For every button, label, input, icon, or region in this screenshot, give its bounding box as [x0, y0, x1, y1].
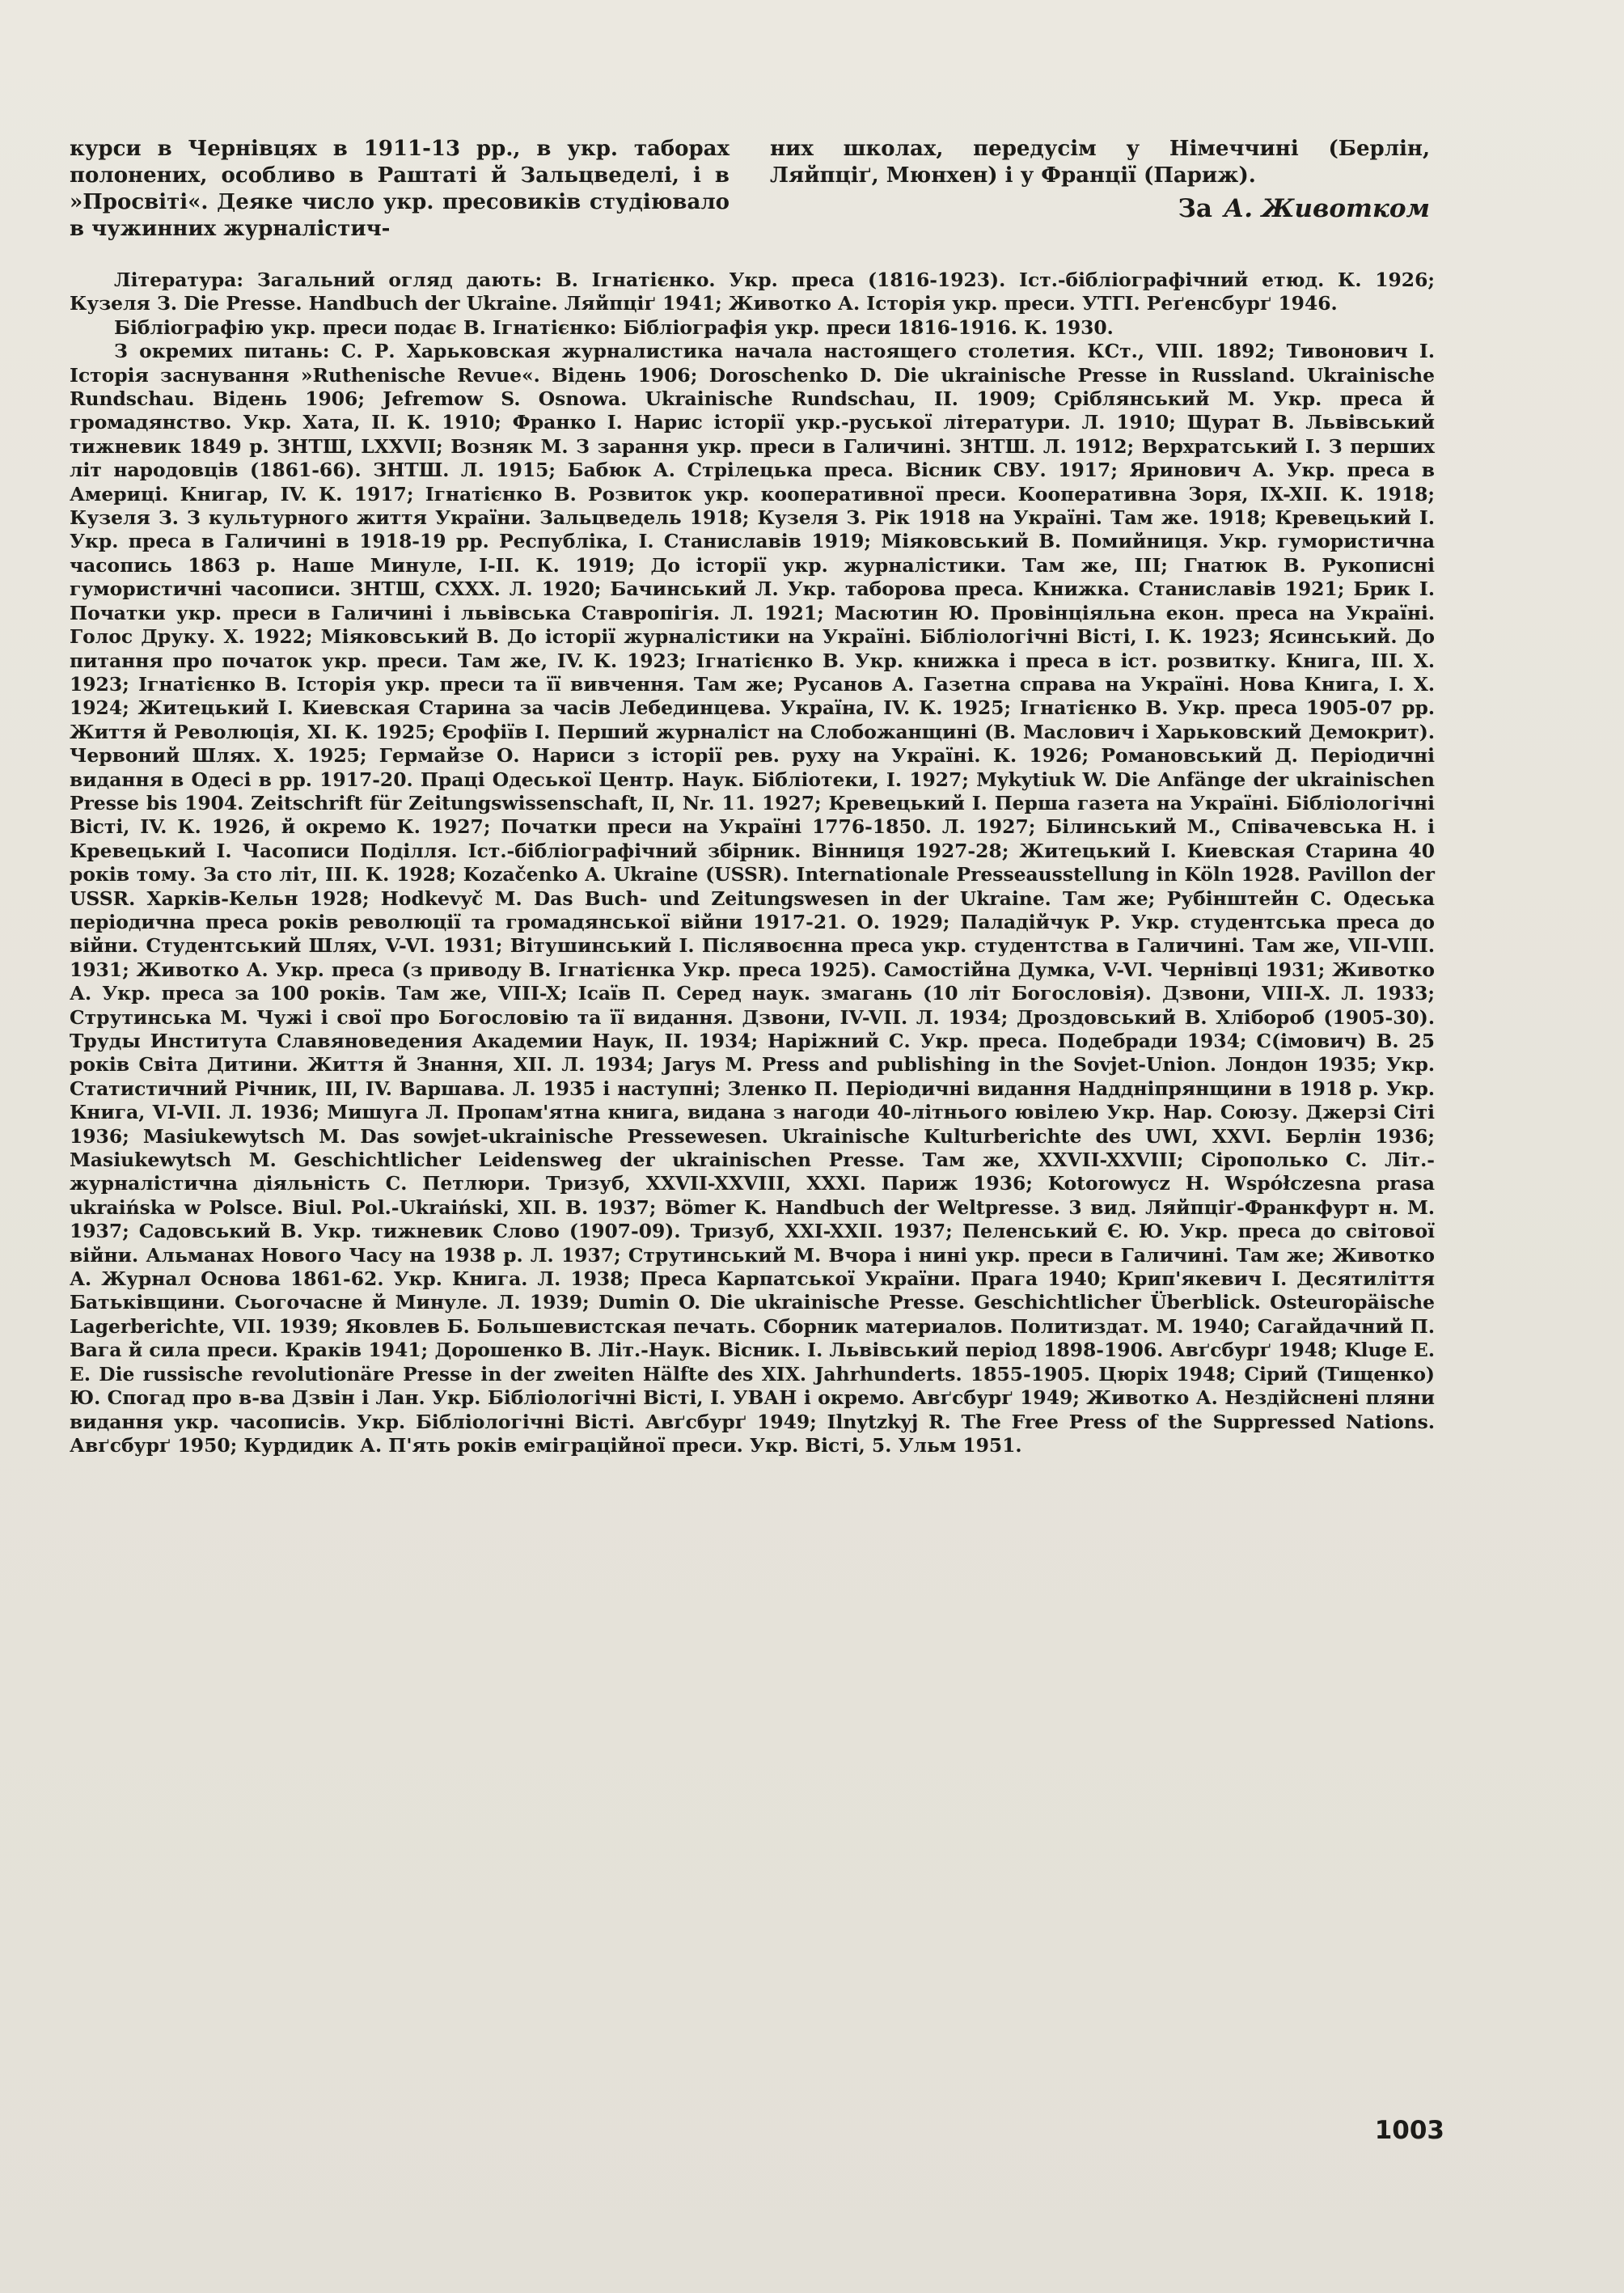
author-signature: [770, 192, 1430, 225]
left-column-text: курси в Чернівцях в 1911-13 рр., в укр. таборах полонених, особливо в Раштаті й Зальцведелі, і в »Просвіті«. Деяке число укр. пресовиків студіювало в чужинних журналістич-: [70, 137, 730, 241]
literature-bibliography: Бібліографію укр. преси подає В. Ігнатієнко: Бібліографія укр. преси 1816-1916. К. 1930.: [114, 315, 1114, 339]
page-number: 1003: [1374, 2116, 1444, 2145]
article-ending: [70, 136, 1430, 243]
signature-name: А. Животком: [1223, 194, 1430, 223]
right-column-text: них школах, передусім у Німеччині (Берлін, Ляйпціґ, Мюнхен) і у Франції (Париж).: [770, 137, 1430, 188]
left-column: [70, 136, 730, 243]
signature-lead: За: [1178, 194, 1212, 223]
literature-section: [70, 269, 1435, 1457]
literature-specific: З окремих питань: С. Р. Харьковская журналистика начала настоящего столетия. КСт., VIII. 1892; Тивонович І. Історія заснування »Ruthenische Revue«. Відень 1906; Doroschenko D. Die ukrainische Presse in Russland. Ukrainische Rundschau. Відень 1906; Jefremow S. Osnowa. Ukrainische Rundschau, II. 1909; Сріблянський М. Укр. преса й громадянство. Укр. Хата, II. К. 1910; Франко І. Нарис історії укр.-руської літератури. Л. 1910; Щурат В. Львівський тижневик 1849 р. ЗНТШ, LXXVII; Возняк М. З зарання укр. преси в Галичині. ЗНТШ. Л. 1912; Верхратський І. З перших літ народовців (1861-66). ЗНТШ. Л. 1915; Бабюк А. Стрілецька преса. Вісник СВУ. 1917; Яринович А. Укр. преса в Америці. Книгар, IV. К. 1917; Ігнатієнко В. Розвиток укр. кооперативної преси. Кооперативна Зоря, IX-XII. К. 1918; Кузеля З. З культурного життя України. Зальцведель 1918; Кузеля З. Рік 1918 на Україні. Там же. 1918; Кревецький І. Укр. преса в Галичині в 1918-19 рр. Республіка, І. Станиславів 1919; Міяковський В. Помийниця. Укр. гумористична часопись 1863 р. Наше Минуле, I-II. К. 1919; До історії укр. журналістики. Там же, III; Гнатюк В. Рукописні гумористичні часописи. ЗНТШ, CXXX. Л. 1920; Бачинський Л. Укр. таборова преса. Книжка. Станиславів 1921; Брик І. Початки укр. преси в Галичині і львівська Ставропігія. Л. 1921; Масютин Ю. Провінціяльна екон. преса на Україні. Голос Друку. Х. 1922; Міяковський В. До історії журналістики на Україні. Бібліологічні Вісті, І. К. 1923; Ясинський. До питання про початок укр. преси. Там же, IV. К. 1923; Ігнатієнко В. Укр. книжка і преса в іст. розвитку. Книга, III. Х. 1923; Ігнатієнко В. Історія укр. преси та її вивчення. Там же; Русанов А. Газетна справа на Україні. Нова Книга, І. Х. 1924; Житецький І. Киевская Старина за часів Лебединцева. Україна, IV. К. 1925; Ігнатієнко В. Укр. преса 1905-07 рр. Життя й Революція, XI. К. 1925; Єрофіїв І. Перший журналіст на Слобожанщині (В. Маслович і Харьковский Демокрит). Червоний Шлях. Х. 1925; Гермайзе О. Нариси з історії рев. руху на Україні. К. 1926; Романовський Д. Періодичні видання в Одесі в рр. 1917-20. Праці Одеської Центр. Наук. Бібліотеки, І. 1927; Mykytiuk W. Die Anfänge der ukrainischen Presse bis 1904. Zeitschrift für Zeitungswissenschaft, II, Nr. 11. 1927; Кревецький І. Перша газета на Україні. Бібліологічні Вісті, IV. К. 1926, й окремо К. 1927; Початки преси на Україні 1776-1850. Л. 1927; Білинський М., Співачевська Н. і Кревецький І. Часописи Поділля. Іст.-бібліографічний збірник. Вінниця 1927-28; Житецький І. Киевская Старина 40 років тому. За сто літ, III. К. 1928; Kozačenko A. Ukraine (USSR). Internationale Presseausstellung in Köln 1928. Pavillon der USSR. Харків-Кельн 1928; Hodkevyč M. Das Buch- und Zeitungswesen in der Ukraine. Там же; Рубінштейн С. Одеська періодична преса років революції та громадянської війни 1917-21. О. 1929; Паладійчук Р. Укр. студентська преса до війни. Студентський Шлях, V-VI. 1931; Вітушинський І. Післявоєнна преса укр. студентства в Галичині. Там же, VII-VIII. 1931; Животко А. Укр. преса (з приводу В. Ігнатієнка Укр. преса 1925). Самостійна Думка, V-VI. Чернівці 1931; Животко А. Укр. преса за 100 років. Там же, VIII-X; Ісаїв П. Серед наук. змагань (10 літ Богословія). Дзвони, VIII-X. Л. 1933; Струтинська М. Чужі і свої про Богословію та її видання. Дзвони, IV-VII. Л. 1934; Дроздовський В. Хлібороб (1905-30). Труды Института Славяноведения Академии Наук, II. 1934; Наріжний С. Укр. преса. Подебради 1934; С(імович) В. 25 років Світа Дитини. Життя й Знання, XII. Л. 1934; Jarys M. Press and publishing in the Sovjet-Union. Лондон 1935; Укр. Статистичний Річник, III, IV. Варшава. Л. 1935 і наступні; Зленко П. Періодичні видання Наддніпрянщини в 1918 р. Укр. Книга, VI-VII. Л. 1936; Мишуга Л. Пропам'ятна книга, видана з нагоди 40-літнього ювілею Укр. Нар. Союзу. Джерзі Сіті 1936; Masiukewytsch M. Das sowjet-ukrainische Pressewesen. Ukrainische Kulturberichte des UWI, XXVI. Берлін 1936; Masiukewytsch M. Geschichtlicher Leidensweg der ukrainischen Presse. Там же, XXVII-XXVIII; Сірополько С. Літ.-журналістична діяльність С. Петлюри. Тризуб, XXVII-XXVIII, XXXI. Париж 1936; Kotorowycz H. Współczesna prasa ukraińska w Polsce. Biul. Pol.-Ukraiński, XII. В. 1937; Bömer K. Handbuch der Weltpresse. 3 вид. Ляйпціґ-Франкфурт н. М. 1937; Садовський В. Укр. тижневик Слово (1907-09). Тризуб, XXI-XXII. 1937; Пеленський Є. Ю. Укр. преса до світової війни. Альманах Нового Часу на 1938 р. Л. 1937; Струтинський М. Вчора і нині укр. преси в Галичині. Там же; Животко А. Журнал Основа 1861-62. Укр. Книга. Л. 1938; Преса Карпатської України. Прага 1940; Крип'якевич І. Десятиліття Батьківщини. Сьогочасне й Минуле. Л. 1939; Dumin O. Die ukrainische Presse. Geschichtlicher Überblick. Osteuropäische Lagerberichte, VII. 1939; Яковлев Б. Большевистская печать. Сборник материалов. Политиздат. М. 1940; Сагайдачний П. Вага й сила преси. Краків 1941; Дорошенко В. Літ.-Наук. Вісник. І. Львівський період 1898-1906. Авґсбурґ 1948; Kluge E. E. Die russische revolutionäre Presse in der zweiten Hälfte des XIX. Jahrhunderts. 1855-1905. Цюріх 1948; Сірий (Тищенко) Ю. Спогад про в-ва Дзвін і Лан. Укр. Бібліологічні Вісті, І. УВАН і окремо. Авґсбурґ 1949; Животко А. Нездійснені пляни видання укр. часописів. Укр. Бібліологічні Вісті. Авґсбурґ 1949; Ilnytzkyj R. The Free Press of the Suppressed Nations. Авґсбурґ 1950; Курдидик А. П'ять років еміграційної преси. Укр. Вісті, 5. Ульм 1951.: [70, 340, 1435, 1457]
right-column: [770, 136, 1430, 243]
literature-general: Література: Загальний огляд дають: В. Ігнатієнко. Укр. преса (1816-1923). Іст.-бібліографічний етюд. К. 1926; Кузеля З. Die Presse. Handbuch der Ukraine. Ляйпціґ 1941; Животко А. Історія укр. преси. УТГІ. Реґенсбурґ 1946.: [70, 269, 1435, 315]
